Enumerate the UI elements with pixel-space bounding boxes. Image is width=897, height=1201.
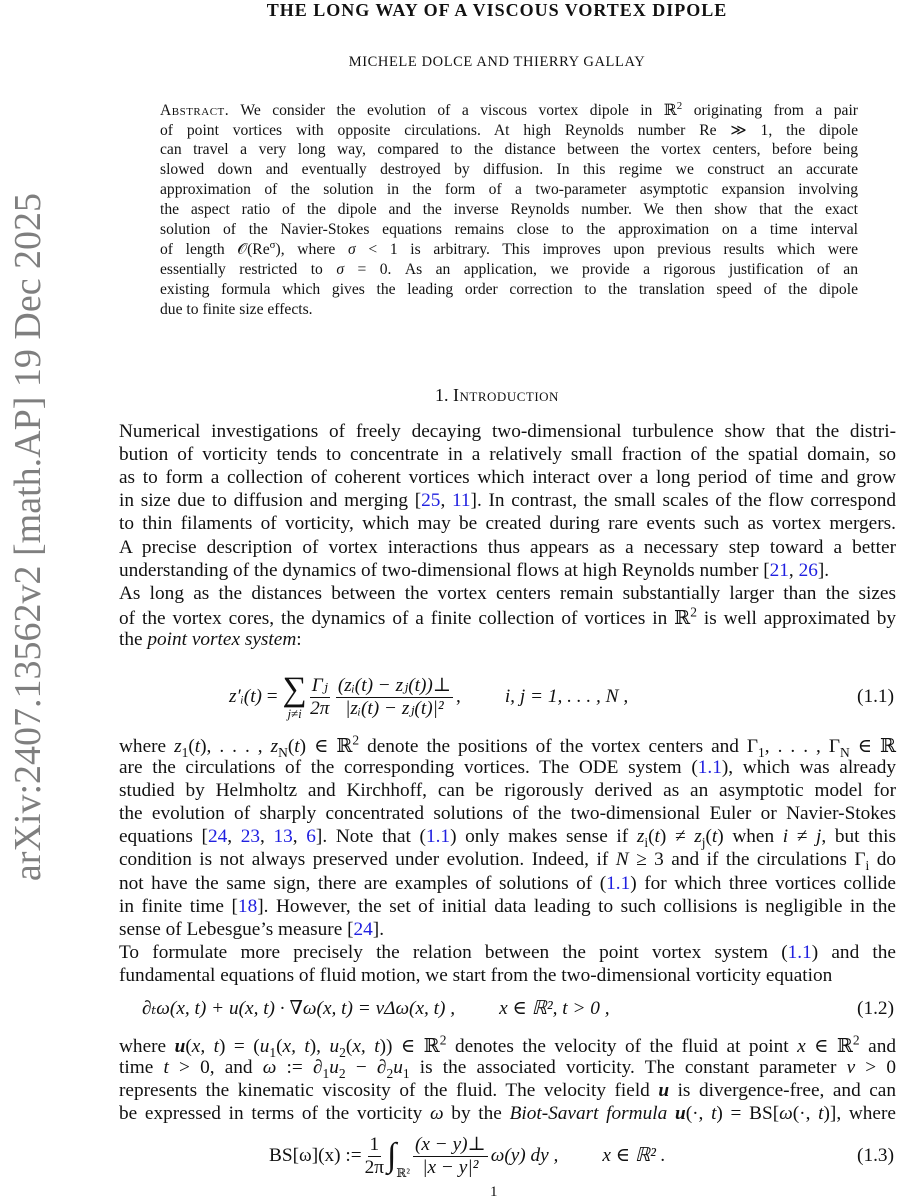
- text-span: σ: [336, 261, 345, 278]
- text-span: 2: [690, 604, 697, 620]
- abstract-line: [160, 201, 858, 221]
- text-span: ) when: [717, 826, 783, 847]
- eq-tail: ω(y) dy ,: [490, 1145, 559, 1167]
- text-span: := ∂: [276, 1057, 323, 1078]
- reference-link[interactable]: 24: [207, 826, 228, 847]
- body_mid-line: [119, 732, 897, 760]
- text-span: (·,: [792, 1103, 819, 1124]
- text-span: z: [174, 736, 182, 757]
- reference-link[interactable]: 1.1: [606, 873, 631, 894]
- body_low-line: [119, 1080, 896, 1103]
- text-span: ∈ ℝ: [849, 736, 897, 757]
- frac-num: Γⱼ: [311, 675, 328, 697]
- authors: MICHELE DOLCE AND THIERRY GALLAY: [348, 54, 646, 70]
- text-span: u: [259, 1036, 270, 1057]
- text-span: x, t: [191, 1036, 219, 1057]
- frac-num: (x − y)⊥: [414, 1134, 486, 1156]
- text-span: (: [276, 1036, 283, 1057]
- text-span: ) and the: [811, 942, 896, 963]
- text-span: t: [194, 736, 201, 757]
- text-span: u: [329, 1036, 340, 1057]
- body_low-line: [119, 1103, 896, 1126]
- text-span: ),: [309, 1036, 330, 1057]
- text-span: approximation of the solution in the form of a two-parameter asymptotic expansion involving: [160, 181, 858, 198]
- body_low-line: [119, 1032, 897, 1060]
- text-span: t: [711, 826, 718, 847]
- text-span: − ∂: [345, 1057, 387, 1078]
- paper-title: THE LONG WAY OF A VISCOUS VORTEX DIPOLE: [266, 0, 728, 20]
- body_mid-line: [119, 826, 896, 849]
- text-span: ω: [779, 1103, 793, 1124]
- text-span: to thin filaments of vorticity, which may be created during rare events such as vortex mergers.: [119, 513, 896, 534]
- text-span: and: [859, 1036, 897, 1057]
- text-span: ,: [292, 826, 307, 847]
- text-span: Abstract.: [160, 102, 230, 119]
- text-span: ), which was already: [721, 757, 896, 778]
- text-span: ) ≠: [659, 826, 695, 847]
- text-span: )) ∈ ℝ: [379, 1036, 440, 1057]
- text-span: point vortex system: [147, 629, 297, 650]
- text-span: (: [705, 826, 712, 847]
- text-span: studied by Helmholtz and Kirchhoff, can be rigorously derived as an asymptotic model for: [119, 780, 896, 801]
- text-span: essentially restricted to: [160, 261, 337, 278]
- text-span: ) ∈ ℝ: [299, 736, 353, 757]
- text-span: where: [119, 1036, 175, 1057]
- equation-number: (1.1): [857, 686, 894, 707]
- text-span: ]. However, the set of initial data leading to such collisions is negligible in the: [257, 896, 896, 917]
- text-span: A precise description of vortex interactions thus appears as a necessary step toward a better: [119, 537, 896, 558]
- text-span: ) only makes sense if: [450, 826, 637, 847]
- reference-link[interactable]: 6: [306, 826, 316, 847]
- text-span: denote the positions of the vortex centers and Γ: [359, 736, 759, 757]
- reference-link[interactable]: 21: [769, 560, 789, 581]
- text-span: 1: [402, 1065, 410, 1081]
- text-span: solution of the Navier-Stokes equations remains close to the approximation on a time interval: [160, 221, 858, 238]
- eq-lhs: BS[ω](x) :=: [269, 1145, 362, 1167]
- text-span: i: [865, 857, 870, 873]
- text-span: < 1 is arbitrary. This improves upon previous results which were: [355, 241, 858, 258]
- page-number: 1: [490, 1184, 498, 1200]
- text-span: 2: [352, 732, 360, 748]
- text-span: is the associated vorticity. The constant parameter: [409, 1057, 847, 1078]
- text-span: z: [694, 826, 702, 847]
- abstract-line: [160, 301, 858, 321]
- text-span: As long as the distances between the vortex centers remain substantially larger than the sizes: [119, 583, 896, 604]
- body_mid-line: [119, 803, 896, 826]
- text-span: ,: [788, 560, 799, 581]
- text-span: Numerical investigations of freely decaying two-dimensional turbulence show that the distri-: [119, 421, 896, 442]
- text-span: 2: [676, 99, 683, 112]
- text-span: N: [278, 744, 288, 760]
- text-span: t: [711, 1103, 717, 1124]
- text-span: 2: [386, 1065, 394, 1081]
- text-span: To formulate more precisely the relation between the point vortex system (: [119, 942, 788, 963]
- text-span: 2: [439, 1032, 447, 1048]
- body_top-line: [119, 444, 896, 467]
- frac-den: |x − y|²: [422, 1156, 479, 1178]
- text-span: ) for which three vortices collide: [630, 873, 896, 894]
- equation-1-3: [119, 1132, 896, 1180]
- text-span: t: [163, 1057, 169, 1078]
- arxiv-stamp: arXiv:2407.13562v2 [math.AP] 19 Dec 2025: [7, 192, 49, 882]
- reference-link[interactable]: 25: [421, 490, 441, 511]
- reference-link[interactable]: 1.1: [697, 757, 722, 778]
- text-span: t: [294, 736, 300, 757]
- text-span: in size due to diffusion and merging [: [119, 490, 422, 511]
- text-span: ].: [372, 919, 385, 940]
- body_mid-line: [119, 780, 896, 803]
- text-span: > 0: [855, 1057, 897, 1078]
- text-span: ].: [817, 560, 830, 581]
- text-span: ), where: [275, 241, 349, 258]
- text-span: equations [: [119, 826, 208, 847]
- text-span: ,: [440, 490, 452, 511]
- eq-lhs: z′ᵢ(t): [229, 686, 262, 708]
- text-span: is well approximated by: [696, 608, 896, 629]
- text-span: i: [782, 826, 789, 847]
- text-span: z: [636, 826, 645, 847]
- text-span: = 0. As an application, we provide a rigorous justification of an: [344, 261, 858, 278]
- text-span: originating from a pair: [682, 102, 858, 119]
- text-span: u: [174, 1036, 186, 1057]
- section-number: 1.: [435, 385, 449, 405]
- text-span: i: [644, 834, 649, 850]
- frac-num: (zᵢ(t) − zⱼ(t))⊥: [337, 675, 451, 697]
- text-span: denotes the velocity of the fluid at point: [446, 1036, 798, 1057]
- text-span: sense of Lebesgue’s measure [: [119, 919, 354, 940]
- text-span: ν: [846, 1057, 856, 1078]
- body_mid-line: [119, 896, 896, 919]
- text-span: ,: [227, 826, 241, 847]
- text-span: :: [296, 629, 302, 650]
- eq-body: ∂ₜω(x, t) + u(x, t) · ∇ω(x, t) = νΔω(x, t) ,: [142, 998, 456, 1019]
- abstract-line: [160, 221, 858, 241]
- text-span: N: [839, 744, 850, 760]
- text-span: (·,: [685, 1103, 712, 1124]
- text-span: x: [797, 1036, 806, 1057]
- text-span: u: [329, 1057, 339, 1078]
- text-span: not have the same sign, there are examples of solutions of (: [119, 873, 607, 894]
- text-span: do: [869, 849, 897, 870]
- text-span: condition is not always preserved under evolution. Indeed, if: [119, 849, 616, 870]
- body_top-line: [119, 560, 896, 583]
- text-span: (: [648, 826, 655, 847]
- text-span: 1: [269, 1044, 277, 1060]
- text-span: ≥ 3 and if the circulations Γ: [628, 849, 866, 870]
- text-span: bution of vorticity tends to concentrate in a relatively small fraction of the spatial domain, so: [119, 444, 896, 465]
- abstract-line: [160, 181, 858, 201]
- text-span: ,: [260, 826, 274, 847]
- eq-condition: x ∈ ℝ² .: [602, 1145, 666, 1167]
- text-span: (: [345, 1036, 353, 1057]
- text-span: u: [674, 1103, 686, 1124]
- integral-domain: ℝ²: [396, 1165, 410, 1180]
- equation-1-1: z′ᵢ(t) = ∑ j≠i $\frac{\text{Γⱼ}}{2\pi}$ $\frac{\text{(zᵢ(t) − zⱼ(t))⊥}}{\text{|zᵢ(t) − zⱼ(t)|²}}$ , i, j = 1, . . . , N , (1.1): [229, 670, 894, 721]
- sum-index: j≠i: [287, 705, 302, 721]
- body_top-line: [119, 513, 896, 536]
- reference-link[interactable]: 24: [353, 919, 373, 940]
- body_mid-line: [119, 942, 896, 965]
- text-span: due to finite size effects.: [160, 301, 313, 318]
- frac-den: 2π: [364, 1156, 385, 1178]
- text-span: ∈ ℝ: [805, 1036, 853, 1057]
- text-span: the evolution of sharply concentrated solutions of the two-dimensional Euler or Navier-Stokes: [119, 803, 896, 824]
- frac-den: 2π: [310, 697, 330, 719]
- text-span: , but this: [821, 826, 897, 847]
- text-span: 2: [852, 1032, 860, 1048]
- text-span: u: [393, 1057, 403, 1078]
- text-span: x, t: [352, 1036, 380, 1057]
- text-span: , . . . , Γ: [764, 736, 840, 757]
- abstract-line: [160, 161, 858, 181]
- text-span: ≠: [788, 826, 817, 847]
- body_mid-line: [119, 757, 896, 780]
- text-span: 1: [181, 744, 189, 760]
- text-span: (: [287, 736, 295, 757]
- text-span: the aspect ratio of the dipole and the inverse Reynolds number. We then show that the exact: [160, 201, 858, 218]
- text-span: u: [658, 1080, 670, 1101]
- text-span: z: [270, 736, 279, 757]
- frac-num: 1: [369, 1134, 380, 1156]
- text-span: in finite time [: [119, 896, 238, 917]
- body_top-line: [119, 583, 896, 606]
- reference-link[interactable]: 23: [240, 826, 261, 847]
- body_mid-line: [119, 965, 896, 988]
- text-span: ]. In contrast, the small scales of the flow correspond: [470, 490, 897, 511]
- text-span: where: [119, 736, 175, 757]
- text-span: We consider the evolution of a viscous vortex dipole in ℝ: [229, 102, 677, 119]
- body_low-line: [119, 1057, 896, 1080]
- text-span: σ: [348, 241, 356, 258]
- body_top-line: [119, 467, 896, 490]
- abstract-line: [160, 238, 858, 261]
- text-span: σ: [269, 238, 276, 251]
- text-span: ω: [262, 1057, 277, 1078]
- body_top-line: [119, 606, 896, 629]
- text-span: )], where: [823, 1103, 896, 1124]
- equation-number: (1.3): [857, 1145, 894, 1166]
- text-span: (: [185, 1036, 192, 1057]
- text-span: slowed down and eventually destroyed by diffusion. In this regime we construct an accurate: [160, 161, 858, 178]
- abstract-line: [160, 101, 858, 121]
- text-span: t: [818, 1103, 824, 1124]
- text-span: Biot-Savart formula: [509, 1103, 675, 1124]
- text-span: are the circulations of the corresponding vortices. The ODE system (: [119, 757, 698, 778]
- text-span: j: [816, 826, 822, 847]
- body_top-line: [119, 537, 896, 560]
- abstract-line: [160, 261, 858, 281]
- text-span: the: [119, 629, 148, 650]
- eq-condition: x ∈ ℝ², t > 0 ,: [499, 998, 610, 1019]
- text-span: > 0, and: [168, 1057, 263, 1078]
- text-span: t: [654, 826, 660, 847]
- text-span: represents the kinematic viscosity of the fluid. The velocity field: [119, 1080, 659, 1101]
- reference-link[interactable]: 26: [798, 560, 818, 581]
- body_mid-line: [119, 919, 896, 942]
- text-span: of length 𝒪(Re: [160, 241, 270, 258]
- text-span: N: [615, 849, 629, 870]
- body_top-line: [119, 490, 896, 513]
- text-span: of point vortices with opposite circulations. At high Reynolds number Re ≫ 1, the dipole: [160, 122, 858, 139]
- text-span: is divergence-free, and can: [669, 1080, 896, 1101]
- section-title: Introduction: [453, 385, 559, 405]
- abstract-line: [160, 121, 858, 141]
- text-span: as to form a collection of coherent vortices which interact over a long period of time and grow: [119, 467, 896, 488]
- text-span: 2: [338, 1065, 346, 1081]
- text-span: ]. Note that (: [315, 826, 426, 847]
- frac-den: |zᵢ(t) − zⱼ(t)|²: [345, 697, 444, 719]
- text-span: ), . . . ,: [200, 736, 271, 757]
- text-span: of the vortex cores, the dynamics of a finite collection of vortices in ℝ: [119, 608, 691, 629]
- body_mid-line: [119, 873, 896, 896]
- text-span: 1: [322, 1065, 330, 1081]
- reference-link[interactable]: 1.1: [425, 826, 451, 847]
- reference-link[interactable]: 13: [273, 826, 293, 847]
- sum-symbol: ∑: [282, 670, 307, 708]
- text-span: be expressed in terms of the vorticity: [119, 1103, 430, 1124]
- text-span: j: [701, 834, 706, 850]
- abstract-line: [160, 141, 858, 161]
- section-heading: [0, 385, 897, 406]
- abstract-line: [160, 281, 858, 301]
- body_mid-line: [119, 849, 896, 872]
- text-span: understanding of the dynamics of two-dimensional flows at high Reynolds number [: [119, 560, 770, 581]
- text-span: ) = (: [219, 1036, 260, 1057]
- text-span: 1: [758, 744, 765, 760]
- text-span: can travel a very long way, compared to the distance between the vortex centers, before being: [160, 141, 858, 158]
- text-span: x, t: [282, 1036, 310, 1057]
- text-span: ω: [429, 1103, 444, 1124]
- reference-link[interactable]: 1.1: [787, 942, 812, 963]
- text-span: ) = BS[: [716, 1103, 780, 1124]
- integral-symbol: ∫: [387, 1137, 397, 1174]
- body_top-line: [119, 629, 896, 652]
- eq-condition: i, j = 1, . . . , N ,: [504, 686, 629, 708]
- text-span: 2: [339, 1044, 346, 1060]
- body_top-line: [119, 421, 896, 444]
- text-span: (: [188, 736, 195, 757]
- text-span: by the: [443, 1103, 510, 1124]
- text-span: existing formula which gives the leading order correction to the translation speed of the dipole: [160, 281, 858, 298]
- reference-link[interactable]: 18: [237, 896, 258, 917]
- equation-number: (1.2): [857, 998, 894, 1019]
- reference-link[interactable]: 11: [451, 490, 471, 511]
- text-span: time: [119, 1057, 164, 1078]
- text-span: fundamental equations of fluid motion, we start from the two-dimensional vorticity equation: [119, 965, 833, 986]
